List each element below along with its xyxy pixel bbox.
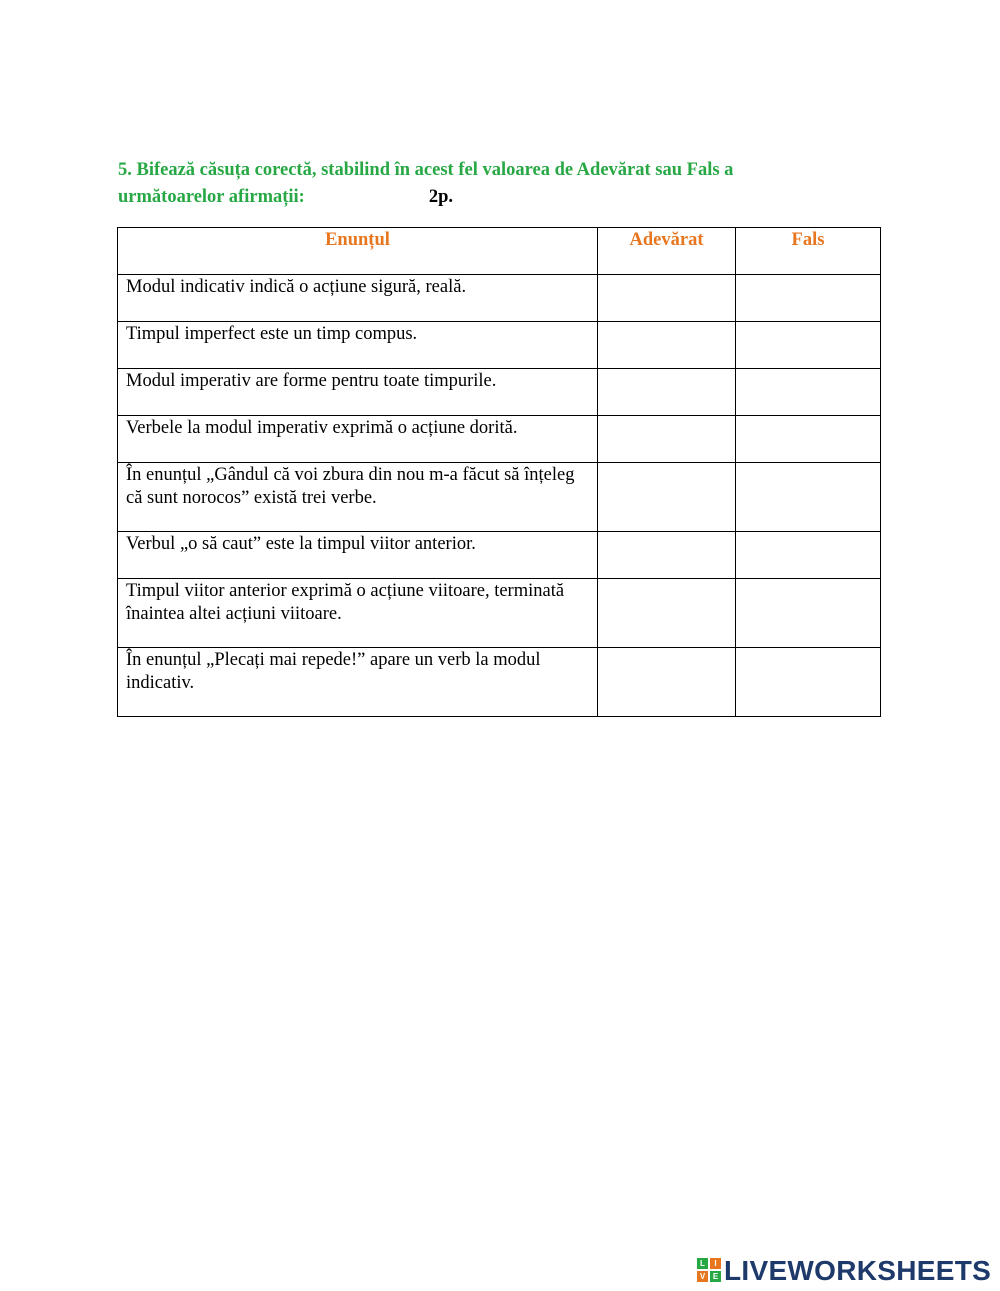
false-checkbox-cell[interactable]: [736, 275, 881, 322]
question-text: 5. Bifează căsuța corectă, stabilind în acest fel valoarea de Adevărat sau Fals a următoarelor afirmații:: [118, 160, 734, 207]
true-checkbox-cell[interactable]: [598, 532, 736, 579]
logo-block: V: [697, 1271, 708, 1282]
true-checkbox-cell[interactable]: [598, 416, 736, 463]
false-checkbox-cell[interactable]: [736, 579, 881, 648]
false-checkbox-cell[interactable]: [736, 322, 881, 369]
true-false-table: [117, 227, 881, 717]
false-checkbox-cell[interactable]: [736, 369, 881, 416]
table-row: [118, 463, 881, 532]
statement-cell: Verbele la modul imperativ exprimă o acțiune dorită.: [118, 416, 598, 463]
table-row: [118, 416, 881, 463]
question-points: 2p.: [428, 187, 453, 207]
statement-cell: Timpul imperfect este un timp compus.: [118, 322, 598, 369]
true-checkbox-cell[interactable]: [598, 369, 736, 416]
statement-cell: În enunțul „Plecați mai repede!” apare un verb la modul indicativ.: [118, 648, 598, 717]
table-row: [118, 322, 881, 369]
true-checkbox-cell[interactable]: [598, 275, 736, 322]
false-checkbox-cell[interactable]: [736, 463, 881, 532]
question-prompt: [118, 157, 838, 211]
statement-cell: În enunțul „Gândul că voi zbura din nou m-a făcut să înțeleg că sunt norocos” există trei verbe.: [118, 463, 598, 532]
table-header-row: [118, 228, 881, 275]
table-row: [118, 275, 881, 322]
header-true: Adevărat: [598, 228, 736, 275]
false-checkbox-cell[interactable]: [736, 648, 881, 717]
statement-cell: Modul indicativ indică o acțiune sigură, reală.: [118, 275, 598, 322]
true-checkbox-cell[interactable]: [598, 579, 736, 648]
logo-block: E: [710, 1271, 721, 1282]
true-checkbox-cell[interactable]: [598, 648, 736, 717]
true-checkbox-cell[interactable]: [598, 322, 736, 369]
false-checkbox-cell[interactable]: [736, 416, 881, 463]
table-row: [118, 579, 881, 648]
statement-cell: Timpul viitor anterior exprimă o acțiune viitoare, terminată înaintea altei acțiuni viitoare.: [118, 579, 598, 648]
header-statement: Enunțul: [118, 228, 598, 275]
logo-block: L: [697, 1258, 708, 1269]
header-false: Fals: [736, 228, 881, 275]
true-checkbox-cell[interactable]: [598, 463, 736, 532]
logo-blocks-icon: [697, 1258, 721, 1282]
statement-cell: Modul imperativ are forme pentru toate timpurile.: [118, 369, 598, 416]
table-row: [118, 532, 881, 579]
table-row: [118, 369, 881, 416]
statement-cell: Verbul „o să caut” este la timpul viitor anterior.: [118, 532, 598, 579]
false-checkbox-cell[interactable]: [736, 532, 881, 579]
liveworksheets-logo: [697, 1256, 997, 1288]
logo-text: LIVEWORKSHEETS: [724, 1255, 992, 1286]
logo-block: I: [710, 1258, 721, 1269]
table-row: [118, 648, 881, 717]
